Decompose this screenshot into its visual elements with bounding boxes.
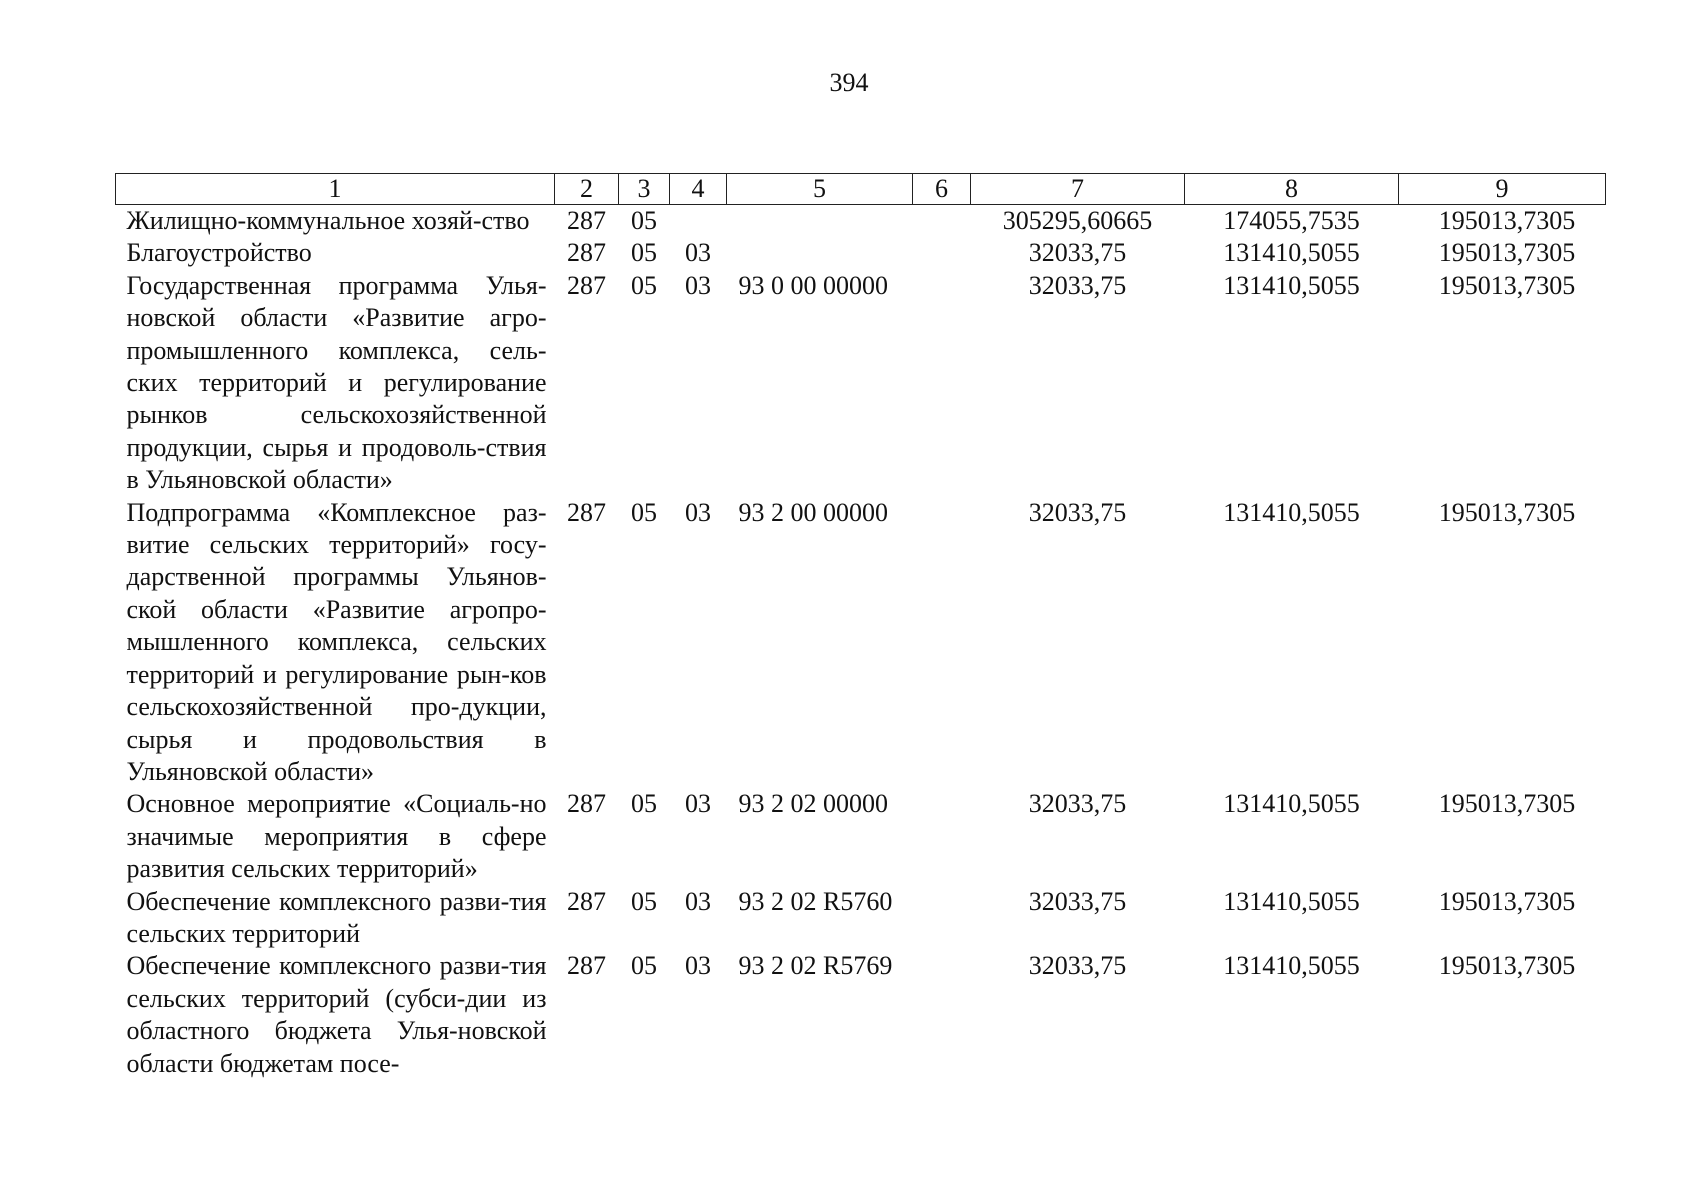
column-header: 4 xyxy=(670,174,727,205)
amount-col9: 195013,7305 xyxy=(1438,206,1576,235)
expense-type-cell xyxy=(913,788,971,885)
code-cell: 287 xyxy=(567,497,606,527)
subsection-cell: 03 xyxy=(685,238,711,268)
row-name: Обеспечение комплексного разви-тия сельских территорий xyxy=(126,886,547,948)
column-header: 7 xyxy=(971,174,1185,205)
row-name: Благоустройство xyxy=(126,238,312,268)
expense-type-cell xyxy=(913,237,971,269)
table-row xyxy=(116,788,1606,885)
section-cell: 05 xyxy=(631,886,657,916)
expense-type-cell xyxy=(913,270,971,497)
table-row xyxy=(116,497,1606,789)
amount-col9: 195013,7305 xyxy=(1438,886,1576,916)
amount-col8: 174055,7535 xyxy=(1223,206,1360,235)
target-code-cell xyxy=(727,237,913,269)
section-cell: 05 xyxy=(631,497,657,527)
amount-col8: 131410,5055 xyxy=(1223,497,1360,527)
subsection-cell: 03 xyxy=(685,270,711,300)
expense-type-cell xyxy=(913,886,971,951)
code-cell: 287 xyxy=(567,206,606,235)
code-cell: 287 xyxy=(567,789,606,819)
table-row xyxy=(116,886,1606,951)
amount-col8: 131410,5055 xyxy=(1223,789,1360,819)
amount-col8: 131410,5055 xyxy=(1223,951,1360,981)
row-name: Государственная программа Улья-новской области «Развитие агро-промышленного комплекса, сель-ских территорий и регулирование рынков сельскохозяйственной продукции, сырья и продоволь-ствия в Ульяновской области» xyxy=(126,270,547,495)
row-name: Подпрограмма «Комплексное раз-витие сельских территорий» госу-дарственной программы Ульянов-ской области «Развитие агропро-мышленного комплекса, сельских территорий и регулирование рын-ков сельскохозяйственной про-дукции, сырья и продовольствия в Ульяновской области» xyxy=(126,497,547,786)
section-cell: 05 xyxy=(631,238,657,268)
column-header: 2 xyxy=(555,174,619,205)
row-name: Основное мероприятие «Социаль-но значимые мероприятия в сфере развития сельских территорий» xyxy=(126,789,547,884)
column-header: 9 xyxy=(1399,174,1606,205)
column-header: 3 xyxy=(619,174,670,205)
column-header: 5 xyxy=(727,174,913,205)
amount-col7: 32033,75 xyxy=(1028,238,1127,268)
row-name: Обеспечение комплексного разви-тия сельских территорий (субси-дии из областного бюджета Улья-новской области бюджетам посе- xyxy=(126,951,547,1078)
amount-col7: 32033,75 xyxy=(1028,789,1127,819)
table-row xyxy=(116,205,1606,238)
code-cell: 287 xyxy=(567,270,606,300)
target-code-cell: 93 2 02 R5760 xyxy=(738,886,893,916)
table-row xyxy=(116,270,1606,497)
amount-col7: 32033,75 xyxy=(1028,951,1127,981)
amount-col9: 195013,7305 xyxy=(1438,270,1576,300)
amount-col9: 195013,7305 xyxy=(1438,789,1576,819)
subsection-cell: 03 xyxy=(685,951,711,981)
subsection-cell xyxy=(670,205,727,238)
section-cell: 05 xyxy=(631,206,657,235)
amount-col8: 131410,5055 xyxy=(1223,270,1360,300)
section-cell: 05 xyxy=(631,270,657,300)
column-header: 6 xyxy=(913,174,971,205)
amount-col7: 305295,60665 xyxy=(1002,206,1153,235)
row-name: Жилищно-коммунальное хозяй-ство xyxy=(126,206,530,235)
table-row xyxy=(116,950,1606,1080)
target-code-cell xyxy=(727,205,913,238)
expense-type-cell xyxy=(913,950,971,1080)
amount-col8: 131410,5055 xyxy=(1223,238,1360,268)
page-number: 394 xyxy=(829,68,869,97)
expense-type-cell xyxy=(913,205,971,238)
target-code-cell: 93 2 02 R5769 xyxy=(738,951,893,981)
column-header: 8 xyxy=(1185,174,1399,205)
target-code-cell: 93 0 00 00000 xyxy=(738,270,888,300)
amount-col7: 32033,75 xyxy=(1028,886,1127,916)
code-cell: 287 xyxy=(567,886,606,916)
table-row xyxy=(116,237,1606,269)
subsection-cell: 03 xyxy=(685,886,711,916)
target-code-cell: 93 2 02 00000 xyxy=(738,789,888,819)
subsection-cell: 03 xyxy=(685,497,711,527)
column-header: 1 xyxy=(116,174,555,205)
code-cell: 287 xyxy=(567,238,606,268)
budget-table xyxy=(115,173,1606,1080)
expense-type-cell xyxy=(913,497,971,789)
amount-col7: 32033,75 xyxy=(1028,270,1127,300)
amount-col9: 195013,7305 xyxy=(1438,497,1576,527)
subsection-cell: 03 xyxy=(685,789,711,819)
column-number-row xyxy=(116,174,1606,205)
amount-col9: 195013,7305 xyxy=(1438,238,1576,268)
amount-col7: 32033,75 xyxy=(1028,497,1127,527)
section-cell: 05 xyxy=(631,789,657,819)
target-code-cell: 93 2 00 00000 xyxy=(738,497,888,527)
amount-col9: 195013,7305 xyxy=(1438,951,1576,981)
amount-col8: 131410,5055 xyxy=(1223,886,1360,916)
section-cell: 05 xyxy=(631,951,657,981)
code-cell: 287 xyxy=(567,951,606,981)
